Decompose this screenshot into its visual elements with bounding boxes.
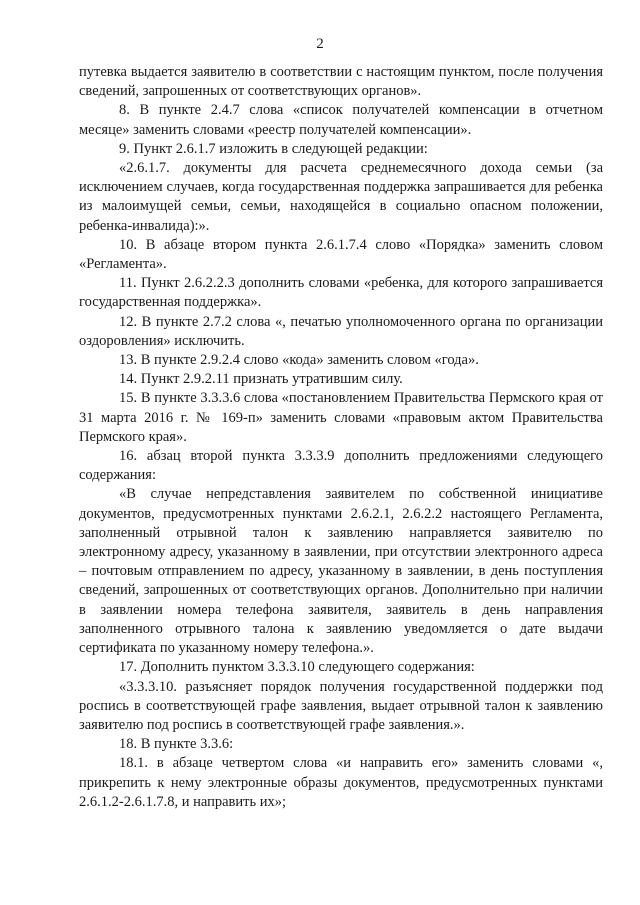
paragraph-item-9: 9. Пункт 2.6.1.7 изложить в следующей редакции:	[119, 140, 428, 157]
paragraph-item-18: 18. В пункте 3.3.6:	[119, 736, 234, 753]
paragraph-item-14: 14. Пункт 2.9.2.11 признать утратившим силу.	[119, 371, 403, 388]
page-number: 2	[316, 36, 324, 52]
paragraph-item-13: 13. В пункте 2.9.2.4 слово «кода» заменить словом «года».	[119, 352, 479, 369]
paragraph-item-15: 15. В пункте 3.3.3.6 слова «постановлением Правительства Пермского края от 31 марта 2016 г. № 169-п» заменить словами «правовым актом Правительства Пермского края».	[79, 390, 603, 445]
paragraph-item-10: 10. В абзаце втором пункта 2.6.1.7.4 слово «Порядка» заменить словом «Регламента».	[79, 236, 603, 273]
paragraph-item-18-1: 18.1. в абзаце четвертом слова «и направить его» заменить словами «, прикрепить к нему электронные образы документов, предусмотренных пунктами 2.6.1.2-2.6.1.7.8, и направить их»;	[79, 755, 603, 810]
paragraph-item-11: 11. Пункт 2.6.2.2.3 дополнить словами «ребенка, для которого запрашивается государственная поддержка».	[79, 275, 603, 311]
paragraph-item-8: 8. В пункте 2.4.7 слова «список получателей компенсации в отчетном месяце» заменить словами «реестр получателей компенсации».	[79, 102, 603, 138]
paragraph-item-17: 17. Дополнить пунктом 3.3.3.10 следующего содержания:	[119, 659, 475, 676]
paragraph-continuation: путевка выдается заявителю в соответствии с настоящим пунктом, после получения сведений, запрошенных от соответствующих органов».	[79, 64, 603, 100]
paragraph-quote-3-3-3-9: «В случае непредставления заявителем по собственной инициативе документов, предусмотренных пунктами 2.6.2.1, 2.6.2.2 настоящего Регламента, заполненный отрывной талон к заявлению направляется заявителю по электронному адресу, указанному в заявлении, при отсутствии электронного адреса – почтовым отправлением по адресу, указанному в заявлении, в день поступления сведений, запрошенных от соответствующих органов. Дополнительно при наличии в заявлении номера телефона заявителя, заявитель в день направления заполненного отрывного талона к заявлению уведомляется о дате выдачи сертификата по указанному номеру телефона.».	[79, 486, 603, 657]
paragraph-item-16: 16. абзац второй пункта 3.3.3.9 дополнить предложениями следующего содержания:	[79, 448, 603, 484]
paragraph-quote-2-6-1-7: «2.6.1.7. документы для расчета среднемесячного дохода семьи (за исключением случаев, когда государственная поддержка запрашивается для ребенка из малоимущей семьи, семьи, находящейся в социально опасном положении, ребенка-инвалида):».	[79, 160, 603, 234]
paragraph-quote-3-3-3-10: «3.3.3.10. разъясняет порядок получения государственной поддержки под роспись в соответствующей графе заявления, выдает отрывной талон к заявлению заявителю под роспись в соответствующей графе заявления.».	[79, 678, 603, 733]
document-body	[79, 63, 603, 812]
paragraph-item-12: 12. В пункте 2.7.2 слова «, печатью уполномоченного органа по организации оздоровления» исключить.	[79, 313, 603, 349]
